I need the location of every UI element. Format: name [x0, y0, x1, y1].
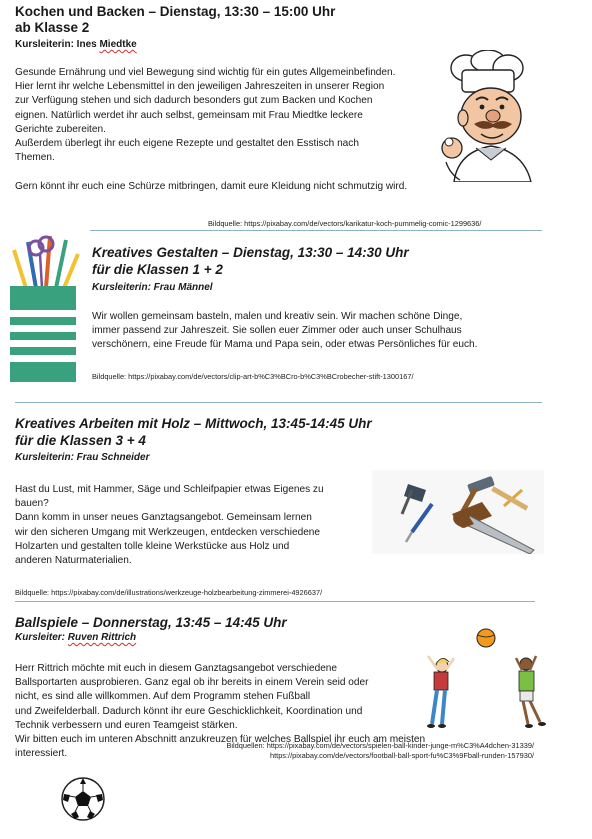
course-leader: Kursleiterin: Frau Männel — [92, 282, 213, 293]
course-leader: Kursleiterin: Frau Schneider — [15, 452, 150, 463]
course-leader — [15, 38, 137, 52]
course-leader-label: Kursleiter: — [15, 632, 68, 643]
section-body: Hast du Lust, mit Hammer, Säge und Schleifpapier etwas Eigenes zu bauen? Dann komm in unser neues Ganztagsangebot. Gemeinsam lernen wir den sicheren Umgang mit Werkzeugen, entdecken verschiedene Holzarten und gestalten tolle kleine Werkstücke aus Holz und anderen Naturmaterialien. — [15, 484, 324, 567]
course-leader-name: Miedtke — [99, 39, 137, 50]
section-title: Kreatives Arbeiten mit Holz – Mittwoch, 13:45-14:45 Uhr — [15, 416, 372, 431]
section-ball-games — [0, 604, 592, 839]
section-subtitle: für die Klassen 3 + 4 — [15, 433, 146, 448]
section-divider — [90, 230, 542, 231]
image-credit: Bildquellen: https://pixabay.com/de/vectors/spielen-ball-kinder-junge-m%C3%A4dchen-31339/ https://pixabay.com/de/vectors/football-ball-sport-fu%C3%9Fball-runden-157930/ — [226, 741, 534, 760]
football-icon — [60, 776, 106, 822]
section-title: Kreatives Gestalten – Dienstag, 13:30 – 14:30 Uhr — [92, 245, 409, 260]
section-body: Herr Rittrich möchte mit euch in diesem Ganztagsangebot verschiedene Ballsportarten ausprobieren. Ganz egal ob ihr bereits in einem Verein seid oder nicht, es sind alle willkommen. Auf dem Programm stehen Fußball und Zweifelderball. Dadurch könnt ihr eure Geschicklichkeit, Koordination und Technik verbessern und euren Teamgeist stärken. Wir bitten euch im unteren Abschnitt anzukreuzen für welches Ballspiel ihr euch am meisten interessiert. — [15, 663, 426, 760]
image-credit: Bildquelle: https://pixabay.com/de/vectors/clip-art-b%C3%BCro-b%C3%BCrobecher-stift-1300167/ — [92, 372, 414, 381]
chef-illustration — [436, 50, 536, 182]
section-body: Wir wollen gemeinsam basteln, malen und kreativ sein. Wir machen schöne Dinge, immer passend zur Jahreszeit. Sie sollen euer Zimmer oder auch unser Schulhaus verschönern, eine Freude für Mama und Papa sein, oder etwas Persönliches für euch. — [92, 311, 478, 351]
section-creative-design — [0, 232, 592, 404]
section-title: Ballspiele – Donnerstag, 13:45 – 14:45 Uhr — [15, 615, 287, 630]
section-woodwork — [0, 404, 592, 604]
section-title: Kochen und Backen – Dienstag, 13:30 – 15:00 Uhr — [15, 4, 336, 19]
section-cooking — [0, 0, 592, 232]
section-divider — [15, 402, 542, 403]
section-subtitle: ab Klasse 2 — [15, 20, 90, 35]
course-leader-name: Ruven Rittrich — [67, 632, 137, 643]
ball-players-illustration — [424, 626, 554, 738]
section-subtitle: für die Klassen 1 + 2 — [92, 262, 223, 277]
section-body: Gesunde Ernährung und viel Bewegung sind wichtig für ein gutes Allgemeinbefinden. Hier lernt ihr welche Lebensmittel in den jeweiligen Jahreszeiten in unserer Region zur Verfügung stehen und sich dadurch besonders gut zum Backen und Kochen eignen. Natürlich werdet ihr auch selbst, gemeinsam mit Frau Miedtke leckere Gerichte zubereiten. Außerdem überlegt ihr euch eigene Rezepte und gestaltet den Esstisch nach Themen. Gern könnt ihr euch eine Schürze mitbringen, damit eure Kleidung nicht schmutzig wird. — [15, 67, 408, 192]
section-divider — [15, 601, 535, 602]
image-credit: Bildquelle: https://pixabay.com/de/illustrations/werkzeuge-holzbearbeitung-zimmerei-4926637/ — [15, 588, 323, 597]
image-credit: Bildquelle: https://pixabay.com/de/vectors/karikatur-koch-pummelig-comic-1299636/ — [208, 219, 482, 228]
pencil-cup-illustration — [6, 234, 82, 382]
woodworking-tools-illustration — [372, 470, 544, 554]
course-leader-label: Kursleiterin: Ines — [15, 39, 100, 50]
course-leader — [15, 631, 136, 645]
